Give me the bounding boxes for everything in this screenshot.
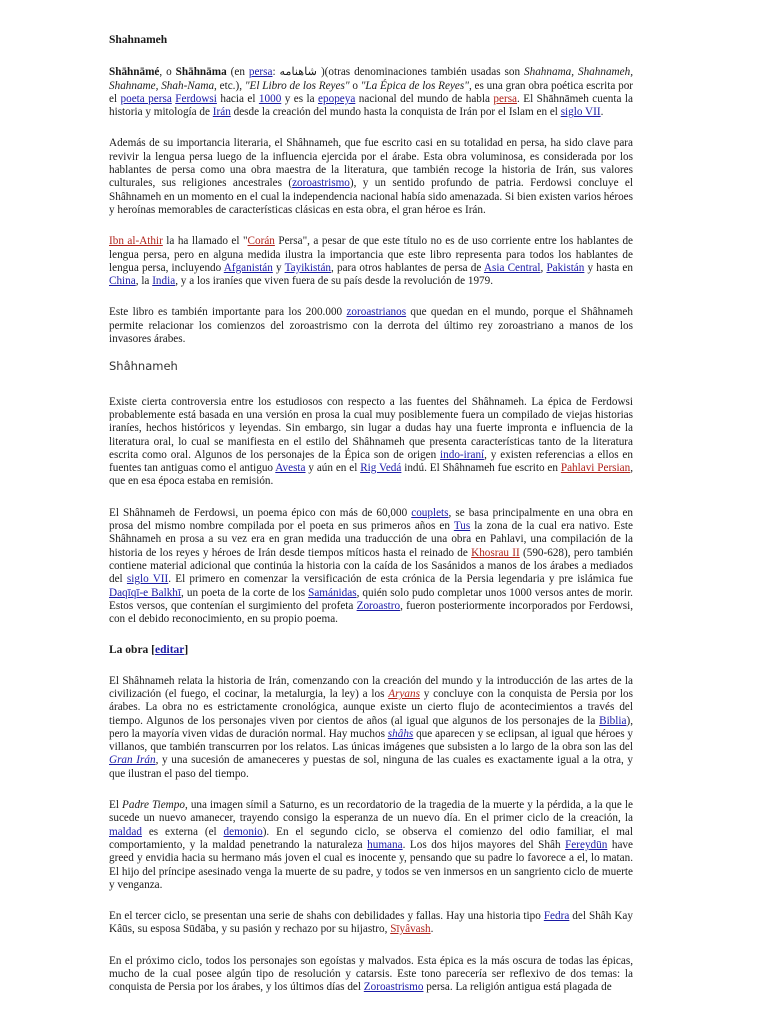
link-siglo-vii[interactable]: siglo VII bbox=[560, 106, 601, 119]
link-daqiqi[interactable]: Daqīqī-e Balkhī bbox=[109, 586, 182, 599]
paragraph-sources: Existe cierta controversia entre los estudiosos con respecto a las fuentes del Shâhnameh. La épica de Ferdowsi probablemente está basada en una versión en prosa la cual muy posiblemente fuera un compilado de viejas historias iraníes, hechos históricos y leyendas. Sin embargo, sin lugar a dudas hay una fuerte impronta e influencia de la literatura oral, lo cual se manifiesta en el estilo del Shâhnameh que presenta características tanto de la literatura escrita como oral. Algunos de los personajes de la Épica son de origen indo-iraní, y existen referencias a ellos en fuentes tan antiguas como el antiguo Avesta y aún en el Rig Vedá indú. El Shâhnameh fue escrito en Pahlavi Persian, que en esa época estaba en remisión. bbox=[109, 395, 634, 488]
link-coran[interactable]: Corán bbox=[247, 235, 275, 248]
link-ferdowsi[interactable]: Ferdowsi bbox=[175, 92, 217, 105]
link-maldad[interactable]: maldad bbox=[109, 825, 142, 838]
link-persa-2[interactable]: persa bbox=[493, 92, 518, 105]
paragraph-coran-persa: Ibn al-Athir la ha llamado el "Corán Persa", a pesar de que este título no es de uso corriente entre los hablantes de lengua persa, pero en alguna medida ilustra la importancia que este libro representa para todos los hablantes de lengua persa, incluyendo Afganistán y Tayikistán, para otros hablantes de persa de Asia Central, Pakistán y hasta en China, la India, y a los iraníes que viven fuera de su país desde la revolución de 1979. bbox=[109, 235, 634, 288]
paragraph-proximo-ciclo: En el próximo ciclo, todos los personajes son egoístas y malvados. Esta épica es la más oscura de todas las épicas, mucho de la cual posee algún tipo de resolución y catarsis. Este tono parecería ser reflexivo de dos temas: la conquista de Persia por los árabes, y los últimos días del Zoroastrismo persa. La religión antigua está plagada de bbox=[109, 954, 633, 994]
link-zoroastrismo[interactable]: zoroastrismo bbox=[292, 177, 350, 190]
link-tayikistan[interactable]: Tayikistán bbox=[284, 261, 332, 274]
link-siglo-vii-2[interactable]: siglo VII bbox=[126, 573, 169, 586]
persian-script: شاهنامه bbox=[279, 66, 317, 79]
edit-link[interactable]: editar bbox=[155, 644, 185, 657]
page-title: Shahnameh bbox=[109, 34, 168, 46]
article-content bbox=[109, 34, 633, 1013]
link-shahs[interactable]: shâhs bbox=[387, 727, 414, 740]
link-fedra[interactable]: Fedra bbox=[543, 910, 570, 923]
link-tus[interactable]: Tus bbox=[453, 520, 471, 533]
link-samanidas[interactable]: Samánidas bbox=[308, 586, 357, 599]
paragraph-ferdowsi-poem: El Shâhnameh de Ferdowsi, un poema épico con más de 60,000 couplets, se basa principalmente en una obra en prosa del mismo nombre compilada por el poeta en sus primeros años en Tus la zona de la cual era nativo. Este Shâhnameh en prosa a su vez era en gran medida una traducción de una obra en Pahlavi, una compilación de la historia de los reyes y héroes de Irán desde tiempos míticos hasta el reinado de Khosrau II (590-628), pero también contiene material adicional que continúa la historia con la caída de los Sasánidos a manos de los árabes a mediados del siglo VII. El primero en comenzar la versificación de esta crónica de la Persia legendaria y pre islámica fue Daqīqī-e Balkhī, un poeta de la corte de los Samánidas, quién solo pudo completar unos 1000 versos antes de morir. Estos versos, que contenían el surgimiento del profeta Zoroastro, fueron posteriormente incorporados por Ferdowsi, con el debido reconocimiento, en su propio poema. bbox=[109, 506, 634, 626]
link-couplets[interactable]: couplets bbox=[411, 506, 449, 519]
link-1000[interactable]: 1000 bbox=[258, 92, 282, 105]
section-heading-shahnameh: Shâhnameh bbox=[109, 359, 178, 374]
link-rig-veda[interactable]: Rig Vedá bbox=[360, 462, 402, 475]
link-avesta[interactable]: Avesta bbox=[275, 462, 306, 475]
term-shahname: Shāhnāmé bbox=[109, 66, 160, 79]
link-biblia[interactable]: Biblia bbox=[599, 714, 627, 727]
paragraph-la-obra: El Shâhnameh relata la historia de Irán, comenzando con la creación del mundo y la introducción de las artes de la civilización (el fuego, el cocinar, la metalurgia, la ley) a los Aryans y concluye con la conquista de Persia por los árabes. La obra no es estrictamente cronológica, aunque existe un cierto flujo de acontecimientos a través del tiempo. Algunos de los personajes viven por cientos de años (al igual que algunos de los personajes de la Biblia), pero la mayoría viven vidas de duración normal. Hay muchos shâhs que aparecen y se eclipsan, al igual que héroes y villanos, que también transcurren por los relatos. Las únicas imágenes que subsisten a lo largo de la obra son las del Gran Irán, y una sucesión de amaneceres y puestas de sol, ninguna de las cuales es exactamente igual a la otra, y que ilustran el paso del tiempo. bbox=[109, 674, 633, 780]
section-heading-la-obra: La obra [editar] bbox=[109, 644, 189, 657]
link-pakistan[interactable]: Pakistán bbox=[546, 261, 585, 274]
link-china[interactable]: China bbox=[109, 275, 136, 288]
link-pahlavi-persian[interactable]: Pahlavi Persian bbox=[560, 462, 631, 475]
link-indo-irani[interactable]: indo-iraní bbox=[440, 448, 485, 461]
link-afganistan[interactable]: Afganistán bbox=[223, 261, 273, 274]
term-shahnama: Shāhnāma bbox=[175, 66, 227, 79]
link-poeta-persa[interactable]: poeta persa bbox=[120, 92, 172, 105]
link-zoroastro[interactable]: Zoroastro bbox=[356, 599, 401, 612]
link-asia-central[interactable]: Asia Central bbox=[483, 261, 541, 274]
link-gran-iran[interactable]: Gran Irán bbox=[109, 754, 156, 767]
link-zoroastrismo-2[interactable]: Zoroastrismo bbox=[363, 981, 424, 994]
link-zoroastrianos[interactable]: zoroastrianos bbox=[346, 306, 407, 319]
paragraph-tercer-ciclo: En el tercer ciclo, se presentan una serie de shahs con debilidades y fallas. Hay una historia tipo Fedra del Shâh Kay Kâūs, su esposa Sūdāba, y su pasión y rechazo por su hijastro, Sīyâvash. bbox=[109, 910, 633, 936]
paragraph-padre-tiempo: El Padre Tiempo, una imagen símil a Saturno, es un recordatorio de la tragedia de la muerte y la pérdida, a la que le sucede un nuevo amanecer, trayendo consigo la esperanza de un nuevo día. En el primer ciclo de la creación, la maldad es externa (el demonio). En el segundo ciclo, se observa el comienzo del odio familiar, el mal comportamiento, y la maldad penetrando la naturaleza humana. Los dos hijos mayores del Shâh Fereydūn have greed y envidia hacia su hermano más joven el cual es inocente y, pensando que su padre lo favorece a el, lo matan. El hijo del príncipe asesinado venga la muerte de su padre, y todos se ven inmersos en un sangriento ciclo de muerte y venganza. bbox=[109, 799, 633, 891]
link-siyavash[interactable]: Sīyâvash bbox=[390, 923, 431, 936]
link-epopeya[interactable]: epopeya bbox=[318, 92, 356, 105]
link-india[interactable]: India bbox=[152, 275, 176, 288]
link-persa[interactable]: persa bbox=[248, 66, 273, 79]
link-iran[interactable]: Irán bbox=[212, 106, 231, 119]
paragraph-zoroastrianos: Este libro es también importante para los 200.000 zoroastrianos que quedan en el mundo, porque el Shâhnameh permite relacionar los comienzos del zoroastrismo con la derrota del último rey zoroastriano a manos de los invasores árabes. bbox=[109, 306, 633, 346]
intro-paragraph: Shāhnāmé, o Shāhnāma (en persa: شاهنامه )(otras denominaciones también usadas son Shahnama, Shahnameh, Shahname, Shah-Nama, etc.), "El Libro de los Reyes" o "La Épica de los Reyes", es una gran obra poética escrita por el poeta persa Ferdowsi hacia el 1000 y es la epopeya nacional del mundo de habla persa. El Shāhnāmeh cuenta la historia y mitología de Irán desde la creación del mundo hasta la conquista de Irán por el Islam en el siglo VII. bbox=[109, 66, 634, 119]
link-ibn-al-athir[interactable]: Ibn al-Athir bbox=[109, 235, 163, 248]
link-aryans[interactable]: Aryans bbox=[388, 687, 420, 700]
link-demonio[interactable]: demonio bbox=[223, 825, 263, 838]
link-khosrau-ii[interactable]: Khosrau II bbox=[471, 546, 520, 559]
link-humana[interactable]: humana bbox=[367, 838, 403, 851]
link-fereydun[interactable]: Fereydūn bbox=[565, 838, 608, 851]
paragraph-importance: Además de su importancia literaria, el Shâhnameh, que fue escrito casi en su totalidad en persa, ha sido clave para revivir la lengua persa luego de la influencia ejercida por el árabe. Esta obra voluminosa, es considerada por los hablantes de persa como una obra maestra de la literatura, que también recoge la historia de Irán, sus valores culturales, sus religiones ancestrales (zoroastrismo), y un sentido profundo de patria. Ferdowsi concluye el Shâhnameh en un momento en el cual la independencia nacional había sido amenazada. Si bien existen varios héroes y heroínas memorables de características clásicas en esta obra, el gran héroe es Irán. bbox=[109, 137, 634, 216]
